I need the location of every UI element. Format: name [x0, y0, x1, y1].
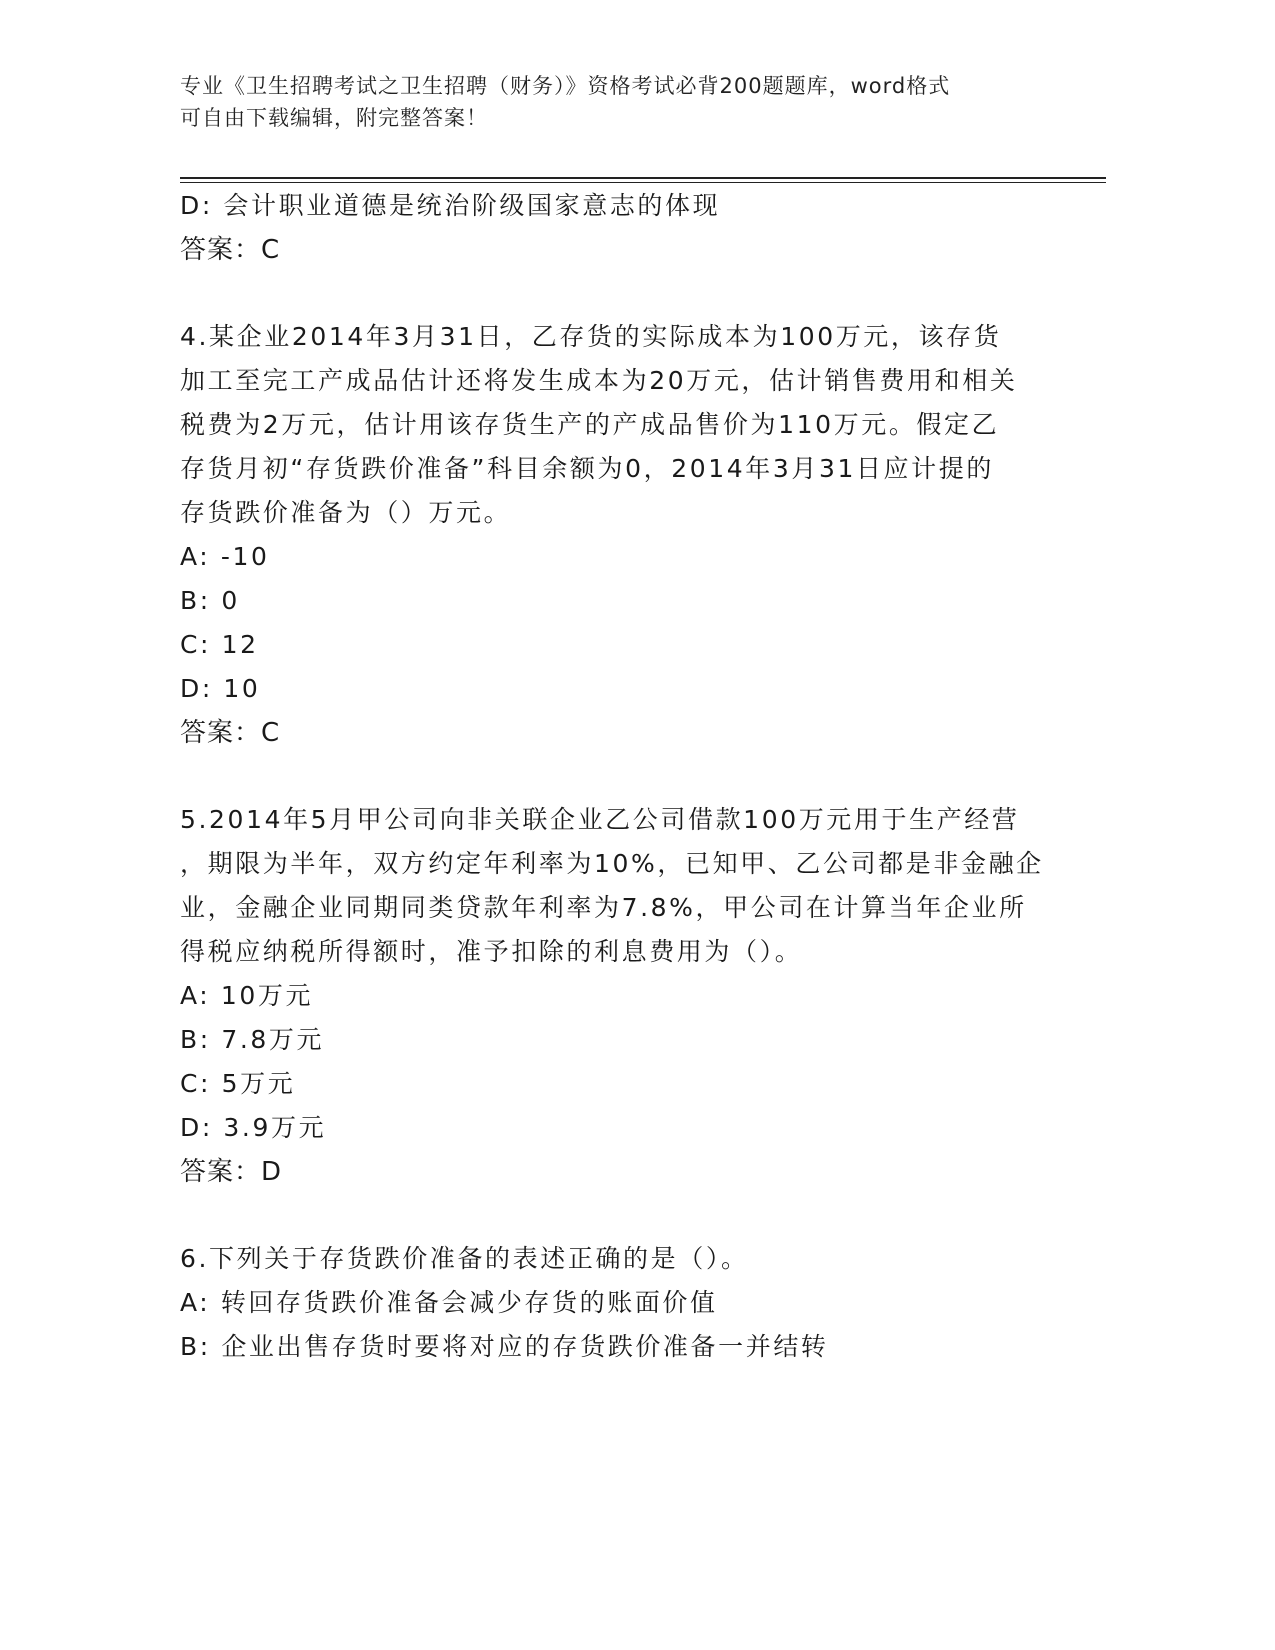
question-stem-line: 存货跌价准备为（）万元。	[180, 498, 512, 527]
question-stem-line: 得税应纳税所得额时，准予扣除的利息费用为（）。	[180, 937, 803, 966]
option-b: B: 企业出售存货时要将对应的存货跌价准备一并结转	[180, 1332, 829, 1361]
spacer	[180, 755, 1060, 798]
option-d: D: 10	[180, 674, 261, 703]
answer-line: 答案：C	[180, 235, 281, 265]
document-header	[180, 70, 1040, 134]
header-line: 专业《卫生招聘考试之卫生招聘（财务）》资格考试必背200题题库，word格式	[180, 74, 951, 98]
header-divider-thin	[180, 182, 1106, 183]
question-block-3	[180, 184, 1060, 272]
option-c: C: 5万元	[180, 1069, 296, 1098]
spacer	[180, 1194, 1060, 1237]
question-block-4	[180, 315, 1060, 755]
option-b: B: 0	[180, 586, 240, 615]
question-stem-line: 4.某企业2014年3月31日，乙存货的实际成本为100万元，该存货	[180, 322, 1002, 351]
spacer	[180, 272, 1060, 315]
option-d: D: 会计职业道德是统治阶级国家意志的体现	[180, 191, 721, 220]
option-b: B: 7.8万元	[180, 1025, 325, 1054]
answer-line: 答案：D	[180, 1157, 283, 1187]
question-list	[180, 184, 1060, 1369]
question-stem-line: 税费为2万元，估计用该存货生产的产成品售价为110万元。假定乙	[180, 410, 1000, 439]
option-c: C: 12	[180, 630, 259, 659]
question-stem-line: 5.2014年5月甲公司向非关联企业乙公司借款100万元用于生产经营	[180, 805, 1020, 834]
question-stem-line: 6.下列关于存货跌价准备的表述正确的是（）。	[180, 1244, 749, 1273]
option-a: A: 10万元	[180, 981, 314, 1010]
question-stem-line: 加工至完工产成品估计还将发生成本为20万元，估计销售费用和相关	[180, 366, 1018, 395]
option-a: A: -10	[180, 542, 270, 571]
header-divider	[180, 177, 1106, 179]
question-stem-line: ，期限为半年，双方约定年利率为10%，已知甲、乙公司都是非金融企	[180, 849, 1044, 878]
option-a: A: 转回存货跌价准备会减少存货的账面价值	[180, 1288, 718, 1317]
option-d: D: 3.9万元	[180, 1113, 327, 1142]
header-line: 可自由下载编辑，附完整答案！	[180, 106, 488, 130]
question-stem-line: 存货月初“存货跌价准备”科目余额为0，2014年3月31日应计提的	[180, 454, 994, 483]
question-block-6	[180, 1237, 1060, 1369]
question-block-5	[180, 798, 1060, 1194]
question-stem-line: 业，金融企业同期同类贷款年利率为7.8%，甲公司在计算当年企业所	[180, 893, 1027, 922]
answer-line: 答案：C	[180, 718, 281, 748]
